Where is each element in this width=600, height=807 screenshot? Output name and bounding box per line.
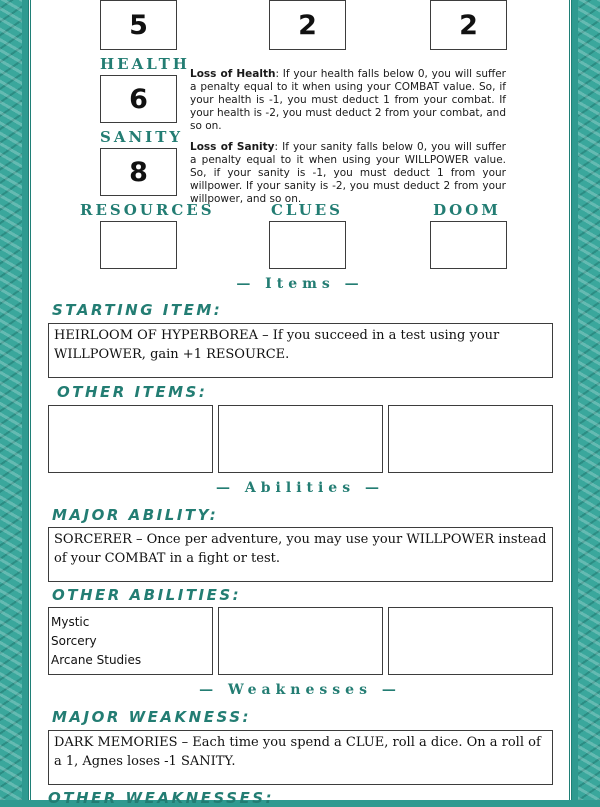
major-weakness-heading: MAJOR WEAKNESS: (52, 708, 252, 726)
major-ability-box[interactable] (48, 527, 553, 582)
health-box[interactable] (100, 75, 177, 123)
other-abilities-heading: OTHER ABILITIES: (52, 586, 242, 604)
stat-value-2: 2 (298, 9, 317, 41)
other-items-heading: OTHER ITEMS: (57, 383, 208, 401)
ability-arcane-studies: Arcane Studies (51, 653, 142, 667)
other-item-box-2[interactable] (218, 405, 383, 473)
loss-of-sanity-rule (190, 141, 506, 206)
clues-box[interactable] (269, 221, 346, 269)
major-weakness-text: DARK MEMORIES – Each time you spend a CLUE, roll a dice. On a roll of a 1, Agnes loses -1 SANITY. (54, 735, 541, 769)
resources-label: RESOURCES (80, 201, 215, 219)
sanity-box[interactable] (100, 148, 177, 196)
stat-value-1: 5 (129, 9, 148, 41)
other-ability-box-3[interactable] (388, 607, 553, 675)
clues-label: CLUES (270, 201, 343, 219)
doom-box[interactable] (430, 221, 507, 269)
loss-of-health-text: : If your health falls below 0, you will suffer a penalty equal to it when using your COMBAT value. So, if your health is -1, you must deduct 1 from your combat. If your health is -2, you must deduct 2 from your combat, and so on. (190, 68, 506, 132)
major-weakness-box[interactable] (48, 730, 553, 785)
starting-item-heading: STARTING ITEM: (52, 301, 223, 319)
other-weaknesses-heading: OTHER WEAKNESSES: (48, 789, 275, 807)
major-ability-text: SORCERER – Once per adventure, you may use your WILLPOWER instead of your COMBAT in a fight or test. (54, 532, 547, 566)
ability-mystic: Mystic (51, 615, 90, 629)
ability-sorcery: Sorcery (51, 634, 97, 648)
loss-of-sanity-title: Loss of Sanity (190, 141, 275, 153)
major-ability-heading: MAJOR ABILITY: (52, 506, 219, 524)
other-item-box-1[interactable] (48, 405, 213, 473)
abilities-divider: — Abilities — (216, 480, 384, 496)
stat-value-3: 2 (459, 9, 478, 41)
stat-box-2[interactable] (269, 0, 346, 50)
resources-box[interactable] (100, 221, 177, 269)
starting-item-box[interactable] (48, 323, 553, 378)
stat-box-3[interactable] (430, 0, 507, 50)
decorative-border-right (578, 0, 600, 800)
items-divider: — Items — (236, 276, 364, 292)
other-ability-box-1[interactable] (48, 607, 213, 675)
sanity-label: SANITY (100, 128, 184, 146)
health-value: 6 (129, 83, 148, 115)
sanity-value: 8 (129, 156, 148, 188)
loss-of-sanity-text: : If your sanity falls below 0, you will suffer a penalty equal to it when using your WILLPOWER value. So, if your sanity is -1, you must deduct 1 from your willpower. If your sanity is -2, you must deduct 2 from your willpower, and so on. (190, 141, 506, 205)
doom-label: DOOM (433, 201, 501, 219)
loss-of-health-rule (190, 68, 506, 133)
weaknesses-divider: — Weaknesses — (199, 682, 401, 698)
health-label: HEALTH (100, 55, 190, 73)
stat-box-1[interactable] (100, 0, 177, 50)
loss-of-health-title: Loss of Health (190, 68, 276, 80)
starting-item-text: HEIRLOOM OF HYPERBOREA – If you succeed in a test using your WILLPOWER, gain +1 RESOURCE. (54, 328, 500, 362)
other-item-box-3[interactable] (388, 405, 553, 473)
other-ability-box-2[interactable] (218, 607, 383, 675)
decorative-border-left (0, 0, 22, 800)
